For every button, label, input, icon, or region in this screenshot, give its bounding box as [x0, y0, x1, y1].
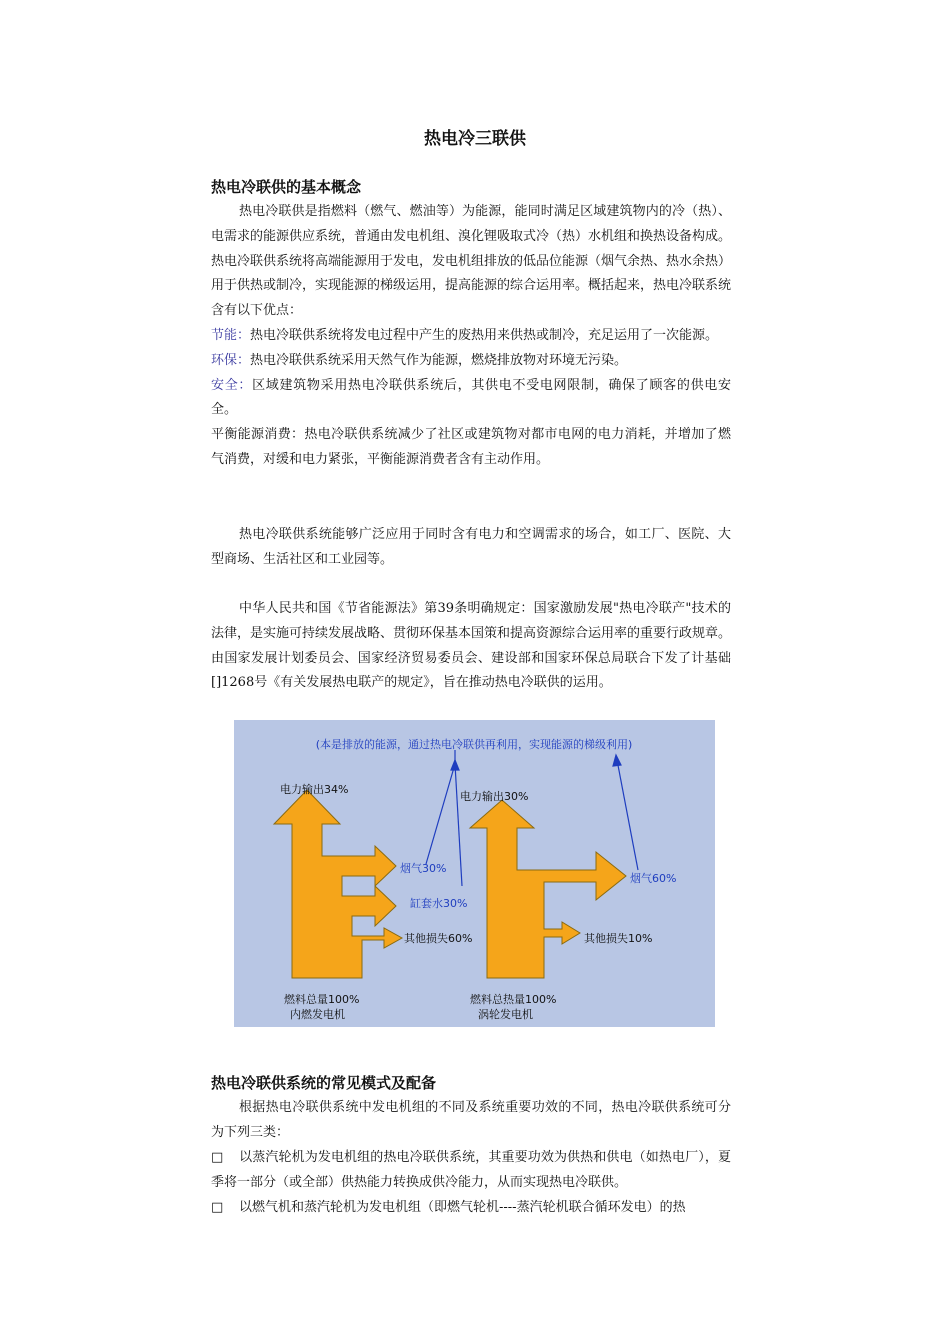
right-engine-label: 涡轮发电机 [478, 1008, 533, 1021]
list-item-text: 以燃气机和蒸汽轮机为发电机组（即燃气轮机----蒸汽轮机联合循环发电）的热 [239, 1199, 686, 1215]
applications-paragraph: 热电冷联供系统能够广泛应用于同时含有电力和空调需求的场合，如工厂、医院、大型商场、生活社区和工业园等。 [211, 527, 731, 567]
checkbox-bullet-icon: □ [211, 1199, 224, 1215]
energy-flow-diagram [234, 720, 715, 1027]
law-paragraph: 中华人民共和国《节省能源法》第39条明确规定：国家激励发展"热电冷联产"技术的法律，是实施可持续发展战略、贯彻环保基本国策和提高资源综合运用率的重要行政规章。由国家发展计划委员会、国家经济贸易委员会、建设部和国家环保总局联合下发了计基础[]1268号《有关发展热电联产的规定》，旨在推动热电冷联供的运用。 [211, 601, 732, 691]
advantage-label: 安全： [211, 377, 253, 393]
advantage-label: 节能： [211, 328, 251, 343]
left-engine-label: 内燃发电机 [290, 1008, 345, 1021]
advantage-item [211, 374, 731, 424]
advantage-item [211, 349, 731, 374]
energy-flow-figure [234, 720, 715, 1027]
right-exhaust-label: 烟气60% [630, 872, 677, 885]
advantage-item [211, 423, 731, 473]
section-heading-basic-concept: 热电冷联供的基本概念 [211, 178, 362, 196]
page-title: 热电冷三联供 [424, 129, 526, 149]
left-power-output-label: 电力输出34% [280, 783, 349, 796]
advantage-label: 环保： [211, 352, 251, 368]
intro-paragraph: 热电冷联供是指燃料（燃气、燃油等）为能源，能同时满足区域建筑物内的冷（热）、电需求的能源供应系统，普通由发电机组、溴化锂吸取式冷（热）水机组和换热设备构成。热电冷联供系统将高端能源用于发电，发电机组排放的低品位能源（烟气余热、热水余热）用于供热或制冷，实现能源的梯级运用，提高能源的综合运用率。概括起来，热电冷联系统含有以下优点： [211, 204, 732, 319]
list-item [211, 1196, 731, 1221]
advantage-text: 热电冷联供系统将发电过程中产生的废热用来供热或制冷，充足运用了一次能源。 [250, 328, 719, 343]
right-other-loss-label: 其他损失10% [584, 932, 653, 945]
list-item-text: 以蒸汽轮机为发电机组的热电冷联供系统，其重要功效为供热和供电（如热电厂），夏季将一部分（或全部）供热能力转换成供冷能力，从而实现热电冷联供。 [211, 1150, 731, 1190]
left-exhaust-label: 烟气30% [400, 862, 447, 875]
left-other-loss-label: 其他损失60% [404, 932, 473, 945]
modes-intro-paragraph: 根据热电冷联供系统中发电机组的不同及系统重要功效的不同，热电冷联供系统可分为下列三类： [211, 1100, 731, 1140]
section-heading-modes: 热电冷联供系统的常见模式及配备 [211, 1074, 437, 1092]
modes-list [211, 1146, 731, 1220]
advantage-text: 热电冷联供系统采用天然气作为能源，燃烧排放物对环境无污染。 [250, 352, 628, 368]
advantage-label: 平衡能源消费： [211, 427, 305, 443]
list-item [211, 1146, 731, 1196]
right-power-output-label: 电力输出30% [460, 790, 529, 803]
figure-caption-top: (本是排放的能源，通过热电冷联供再利用，实现能源的梯级利用) [315, 738, 633, 751]
left-fuel-total-label: 燃料总量100% [284, 993, 360, 1006]
right-fuel-total-label: 燃料总热量100% [470, 993, 557, 1006]
checkbox-bullet-icon: □ [211, 1150, 224, 1165]
advantage-item [211, 324, 731, 349]
advantage-text: 区域建筑物采用热电冷联供系统后，其供电不受电网限制，确保了顾客的供电安全。 [211, 377, 731, 418]
advantages-list [211, 324, 731, 473]
left-jacket-water-label: 缸套水30% [410, 897, 468, 910]
advantage-text: 热电冷联供系统减少了社区或建筑物对都市电网的电力消耗，并增加了燃气消费，对缓和电力紧张，平衡能源消费者含有主动作用。 [211, 427, 731, 467]
